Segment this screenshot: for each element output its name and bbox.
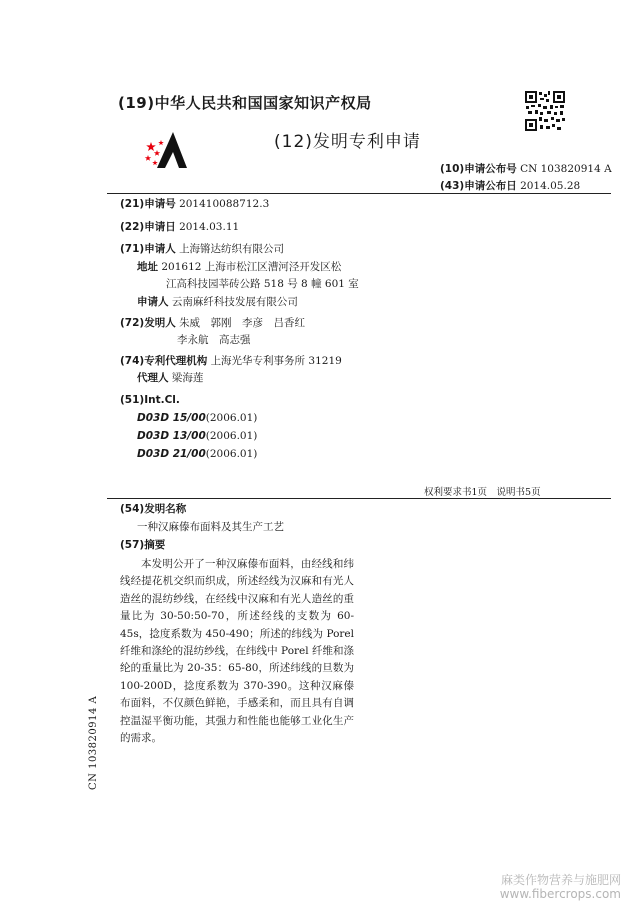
publication-date-label: (43)申请公布日 (440, 180, 517, 192)
watermark-line-2: www.fibercrops.com (499, 887, 621, 901)
agency-label: (74)专利代理机构 (120, 355, 208, 367)
pages-info: 权利要求书1页 说明书5页 (424, 487, 541, 498)
applicant-name: 上海锵达纺织有限公司 (179, 243, 285, 255)
publication-number: CN 103820914 A (520, 163, 612, 175)
ipc-entry: D03D 21/00(2006.01) (137, 448, 258, 460)
applicant-row (120, 242, 284, 256)
agent-label: 代理人 (137, 372, 169, 384)
address-label: 地址 (137, 261, 158, 273)
inventors-line-2: 李永航 高志强 (177, 334, 251, 346)
agency-name: 上海光华专利事务所 31219 (210, 355, 342, 367)
inventor-row (120, 316, 305, 330)
title-label: (54)发明名称 (120, 503, 187, 515)
application-date: 2014.03.11 (179, 221, 240, 233)
ipc-entry: D03D 13/00(2006.01) (137, 430, 258, 442)
applicant-2-name: 云南麻纤科技发展有限公司 (171, 296, 298, 308)
applicant-2-label: 申请人 (137, 296, 169, 308)
address-row (137, 260, 341, 274)
publication-number-label: (10)申请公布号 (440, 163, 517, 175)
ipc-label: (51)Int.Cl. (120, 394, 180, 406)
inventor-label: (72)发明人 (120, 317, 176, 329)
agency-row (120, 354, 342, 368)
qr-code-icon (524, 90, 566, 132)
address-line-2: 江高科技园莘砖公路 518 号 8 幢 601 室 (166, 278, 359, 290)
inventors-line-1: 朱威 郭刚 李彦 吕香红 (179, 317, 306, 329)
application-number-label: (21)申请号 (120, 198, 176, 210)
address-line-1: 201612 上海市松江区漕河泾开发区松 (161, 261, 342, 273)
agent-row (137, 371, 203, 385)
application-date-label: (22)申请日 (120, 221, 176, 233)
application-number-row (120, 197, 269, 211)
applicant-label: (71)申请人 (120, 243, 176, 255)
publication-date: 2014.05.28 (520, 180, 581, 192)
abstract-label: (57)摘要 (120, 539, 166, 551)
sipo-logo-icon (143, 128, 191, 170)
side-publication-number: CN 103820914 A (88, 695, 99, 790)
application-date-row (120, 220, 239, 234)
body-divider (107, 498, 611, 499)
watermark-line-1: 麻类作物营养与施肥网 (500, 873, 621, 887)
application-number: 201410088712.3 (179, 198, 270, 210)
agent-name: 梁海莲 (171, 372, 204, 384)
applicant-2-row (137, 295, 298, 309)
invention-title: 一种汉麻傣布面料及其生产工艺 (137, 521, 284, 533)
watermark (500, 873, 621, 901)
office-name: (19)中华人民共和国国家知识产权局 (118, 94, 372, 112)
document-type: (12)发明专利申请 (274, 132, 421, 152)
abstract-text: 本发明公开了一种汉麻傣布面料，由经线和纬线经提花机交织而织成，所述经线为汉麻和有光人造丝的混纺纱线，在经线中汉麻和有光人造丝的重量比为 30-50:50-70，所述经线的支数为 60-45s，捻度系数为 450-490；所述的纬线为 Porel 纤维和涤纶的混纺纱线，在纬线中 Porel 纤维和涤纶的重量比为 20-35：65-80，所述纬线的旦数为 100-200D，捻度系数为 370-390。这种汉麻傣布面料，不仅颜色鲜艳，手感柔和，而且具有自调控温湿平衡功能，其强力和性能也能够工业化生产的需求。 (120, 558, 354, 745)
ipc-entry: D03D 15/00(2006.01) (137, 412, 258, 424)
header-divider (107, 193, 611, 194)
